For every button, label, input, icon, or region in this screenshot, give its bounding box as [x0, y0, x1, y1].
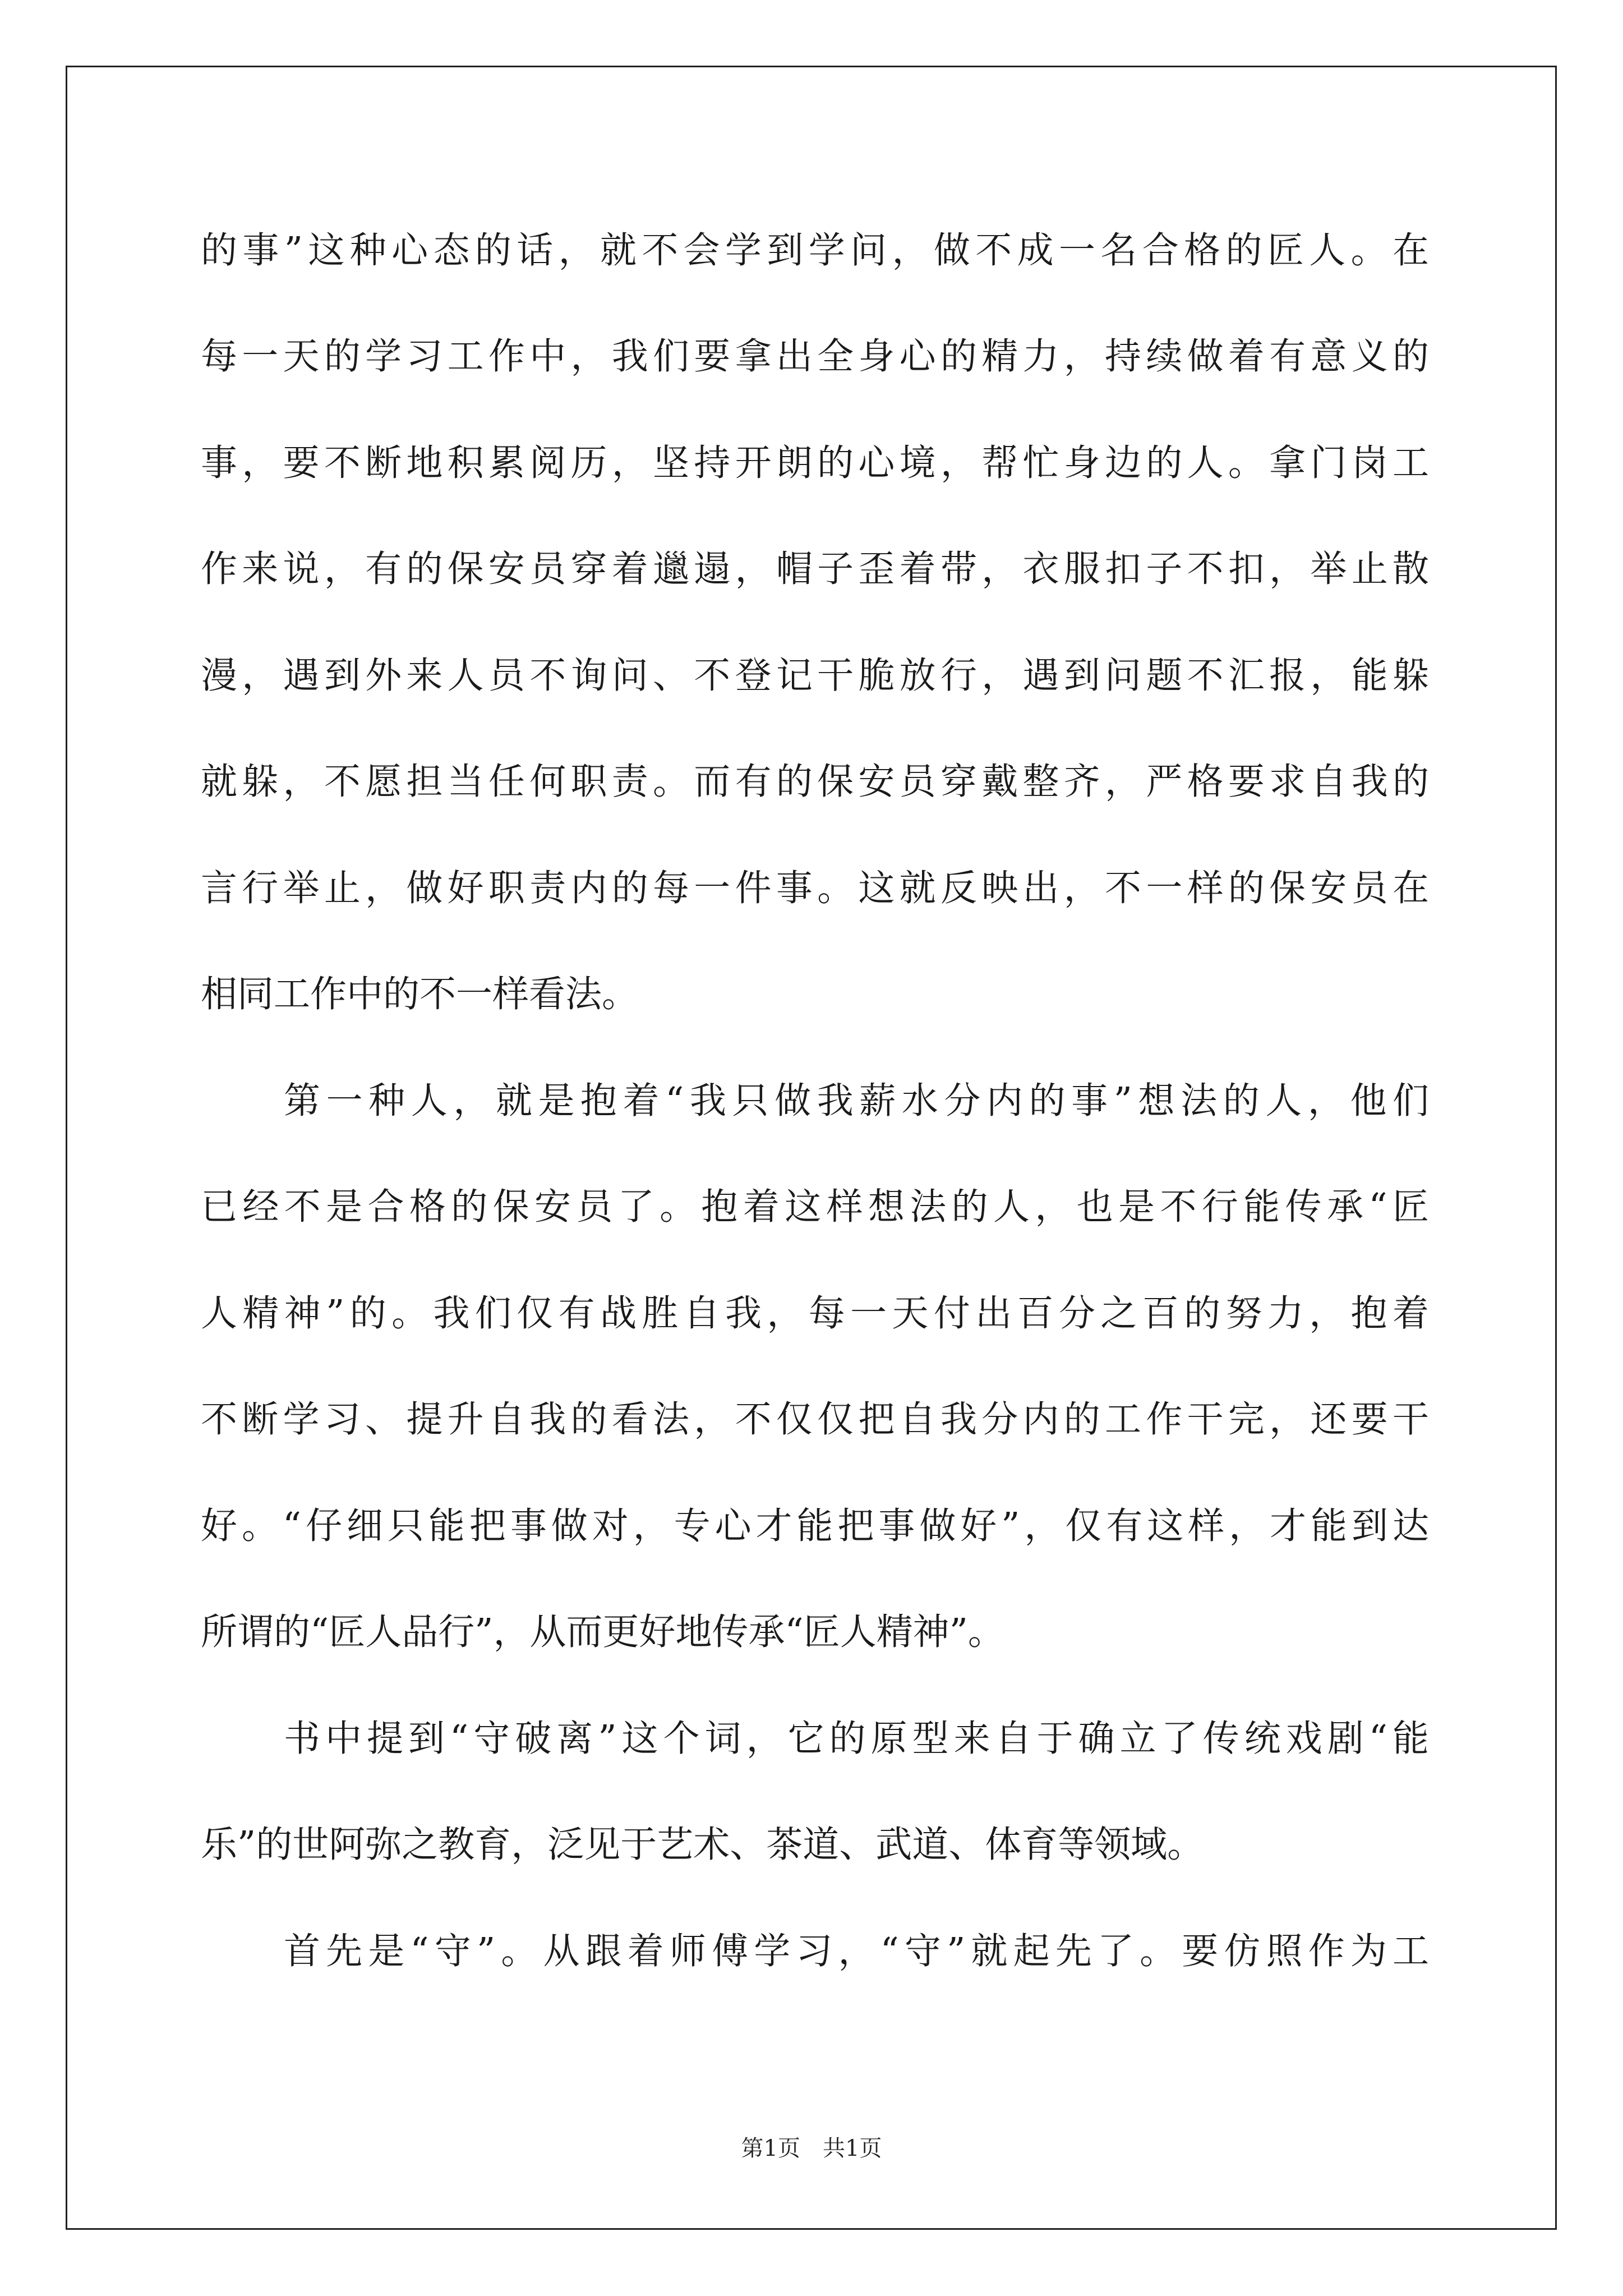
paragraph-line: 每一天的学习工作中，我们要拿出全身心的精力，持续做着有意义的 — [201, 335, 1429, 378]
paragraph-line: 的事”这种心态的话，就不会学到学问，做不成一名合格的匠人。在 — [201, 229, 1429, 272]
page-number: 第1页 共1页 — [741, 2136, 882, 2161]
paragraph-first-line: 书中提到“守破离”这个词，它的原型来自于确立了传统戏剧“能 — [284, 1718, 1429, 1760]
paragraph-line: 就躲，不愿担当任何职责。而有的保安员穿戴整齐，严格要求自我的 — [201, 761, 1429, 803]
paragraph-line: 乐”的世阿弥之教育，泛见于艺术、茶道、武道、体育等领域。 — [201, 1824, 1204, 1866]
paragraph-line: 已经不是合格的保安员了。抱着这样想法的人，也是不行能传承“匠 — [201, 1186, 1429, 1228]
paragraph-line: 事，要不断地积累阅历，坚持开朗的心境，帮忙身边的人。拿门岗工 — [201, 442, 1429, 484]
paragraph-line: 不断学习、提升自我的看法，不仅仅把自我分内的工作干完，还要干 — [201, 1398, 1429, 1441]
paragraph-first-line: 第一种人，就是抱着“我只做我薪水分内的事”想法的人，他们 — [284, 1080, 1429, 1122]
paragraph-line: 相同工作中的不一样看法。 — [201, 973, 639, 1015]
paragraph-line: 人精神”的。我们仅有战胜自我，每一天付出百分之百的努力，抱着 — [201, 1292, 1429, 1335]
paragraph-line: 好。“仔细只能把事做对，专心才能把事做好”，仅有这样，才能到达 — [201, 1505, 1429, 1547]
paragraph-first-line: 首先是“守”。从跟着师傅学习，“守”就起先了。要仿照作为工 — [284, 1930, 1429, 1972]
paragraph-line: 漫，遇到外来人员不询问、不登记干脆放行，遇到问题不汇报，能躲 — [201, 655, 1429, 697]
paragraph-line: 所谓的“匠人品行”，从而更好地传承“匠人精神”。 — [201, 1611, 1004, 1653]
paragraph-line: 作来说，有的保安员穿着邋遢，帽子歪着带，衣服扣子不扣，举止散 — [201, 548, 1429, 590]
paragraph-line: 言行举止，做好职责内的每一件事。这就反映出，不一样的保安员在 — [201, 867, 1429, 909]
